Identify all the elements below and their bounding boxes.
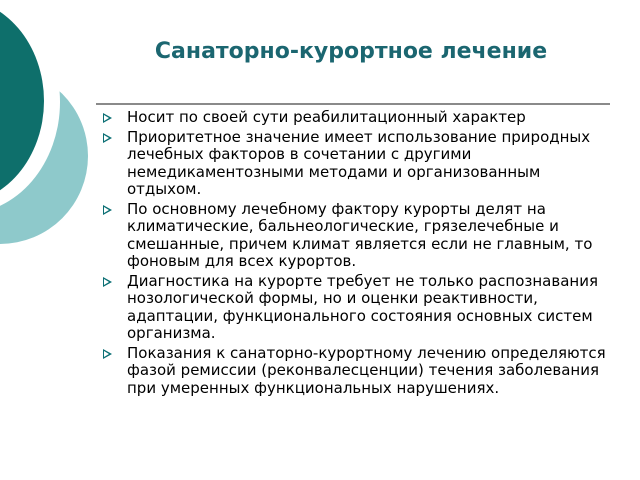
bullet-item — [103, 273, 613, 343]
triangle-bullet-icon — [103, 133, 112, 143]
bullet-text: Носит по своей сути реабилитационный характер — [127, 108, 526, 126]
bullet-text: Приоритетное значение имеет использование природных лечебных факторов в сочетании с другими немедикаментозными методами и организованным отдыхом. — [127, 127, 591, 198]
triangle-bullet-icon — [103, 277, 112, 287]
bullet-item — [103, 129, 613, 199]
bullet-text: Диагностика на курорте требует не только распознавания нозологической формы, но и оценки реактивности, адаптации, функционального состояния основных систем организма. — [127, 271, 598, 342]
bullet-item — [103, 109, 613, 127]
triangle-bullet-icon — [103, 349, 112, 359]
bullet-text: По основному лечебному фактору курорты делят на климатические, бальнеологические, грязелечебные и смешанные, причем климат является если не главным, то фоновым для всех курортов. — [127, 199, 593, 270]
slide-title: Санаторно-курортное лечение — [154, 39, 548, 64]
bullet-text: Показания к санаторно-курортному лечению определяются фазой ремиссии (реконвалесценции) течения заболевания при умеренных функциональных нарушениях. — [127, 343, 606, 397]
bullet-item — [103, 345, 613, 398]
bullet-item — [103, 201, 613, 271]
triangle-bullet-icon — [103, 113, 112, 123]
bullet-list — [103, 109, 613, 399]
triangle-bullet-icon — [103, 205, 112, 215]
title-divider — [96, 103, 610, 105]
